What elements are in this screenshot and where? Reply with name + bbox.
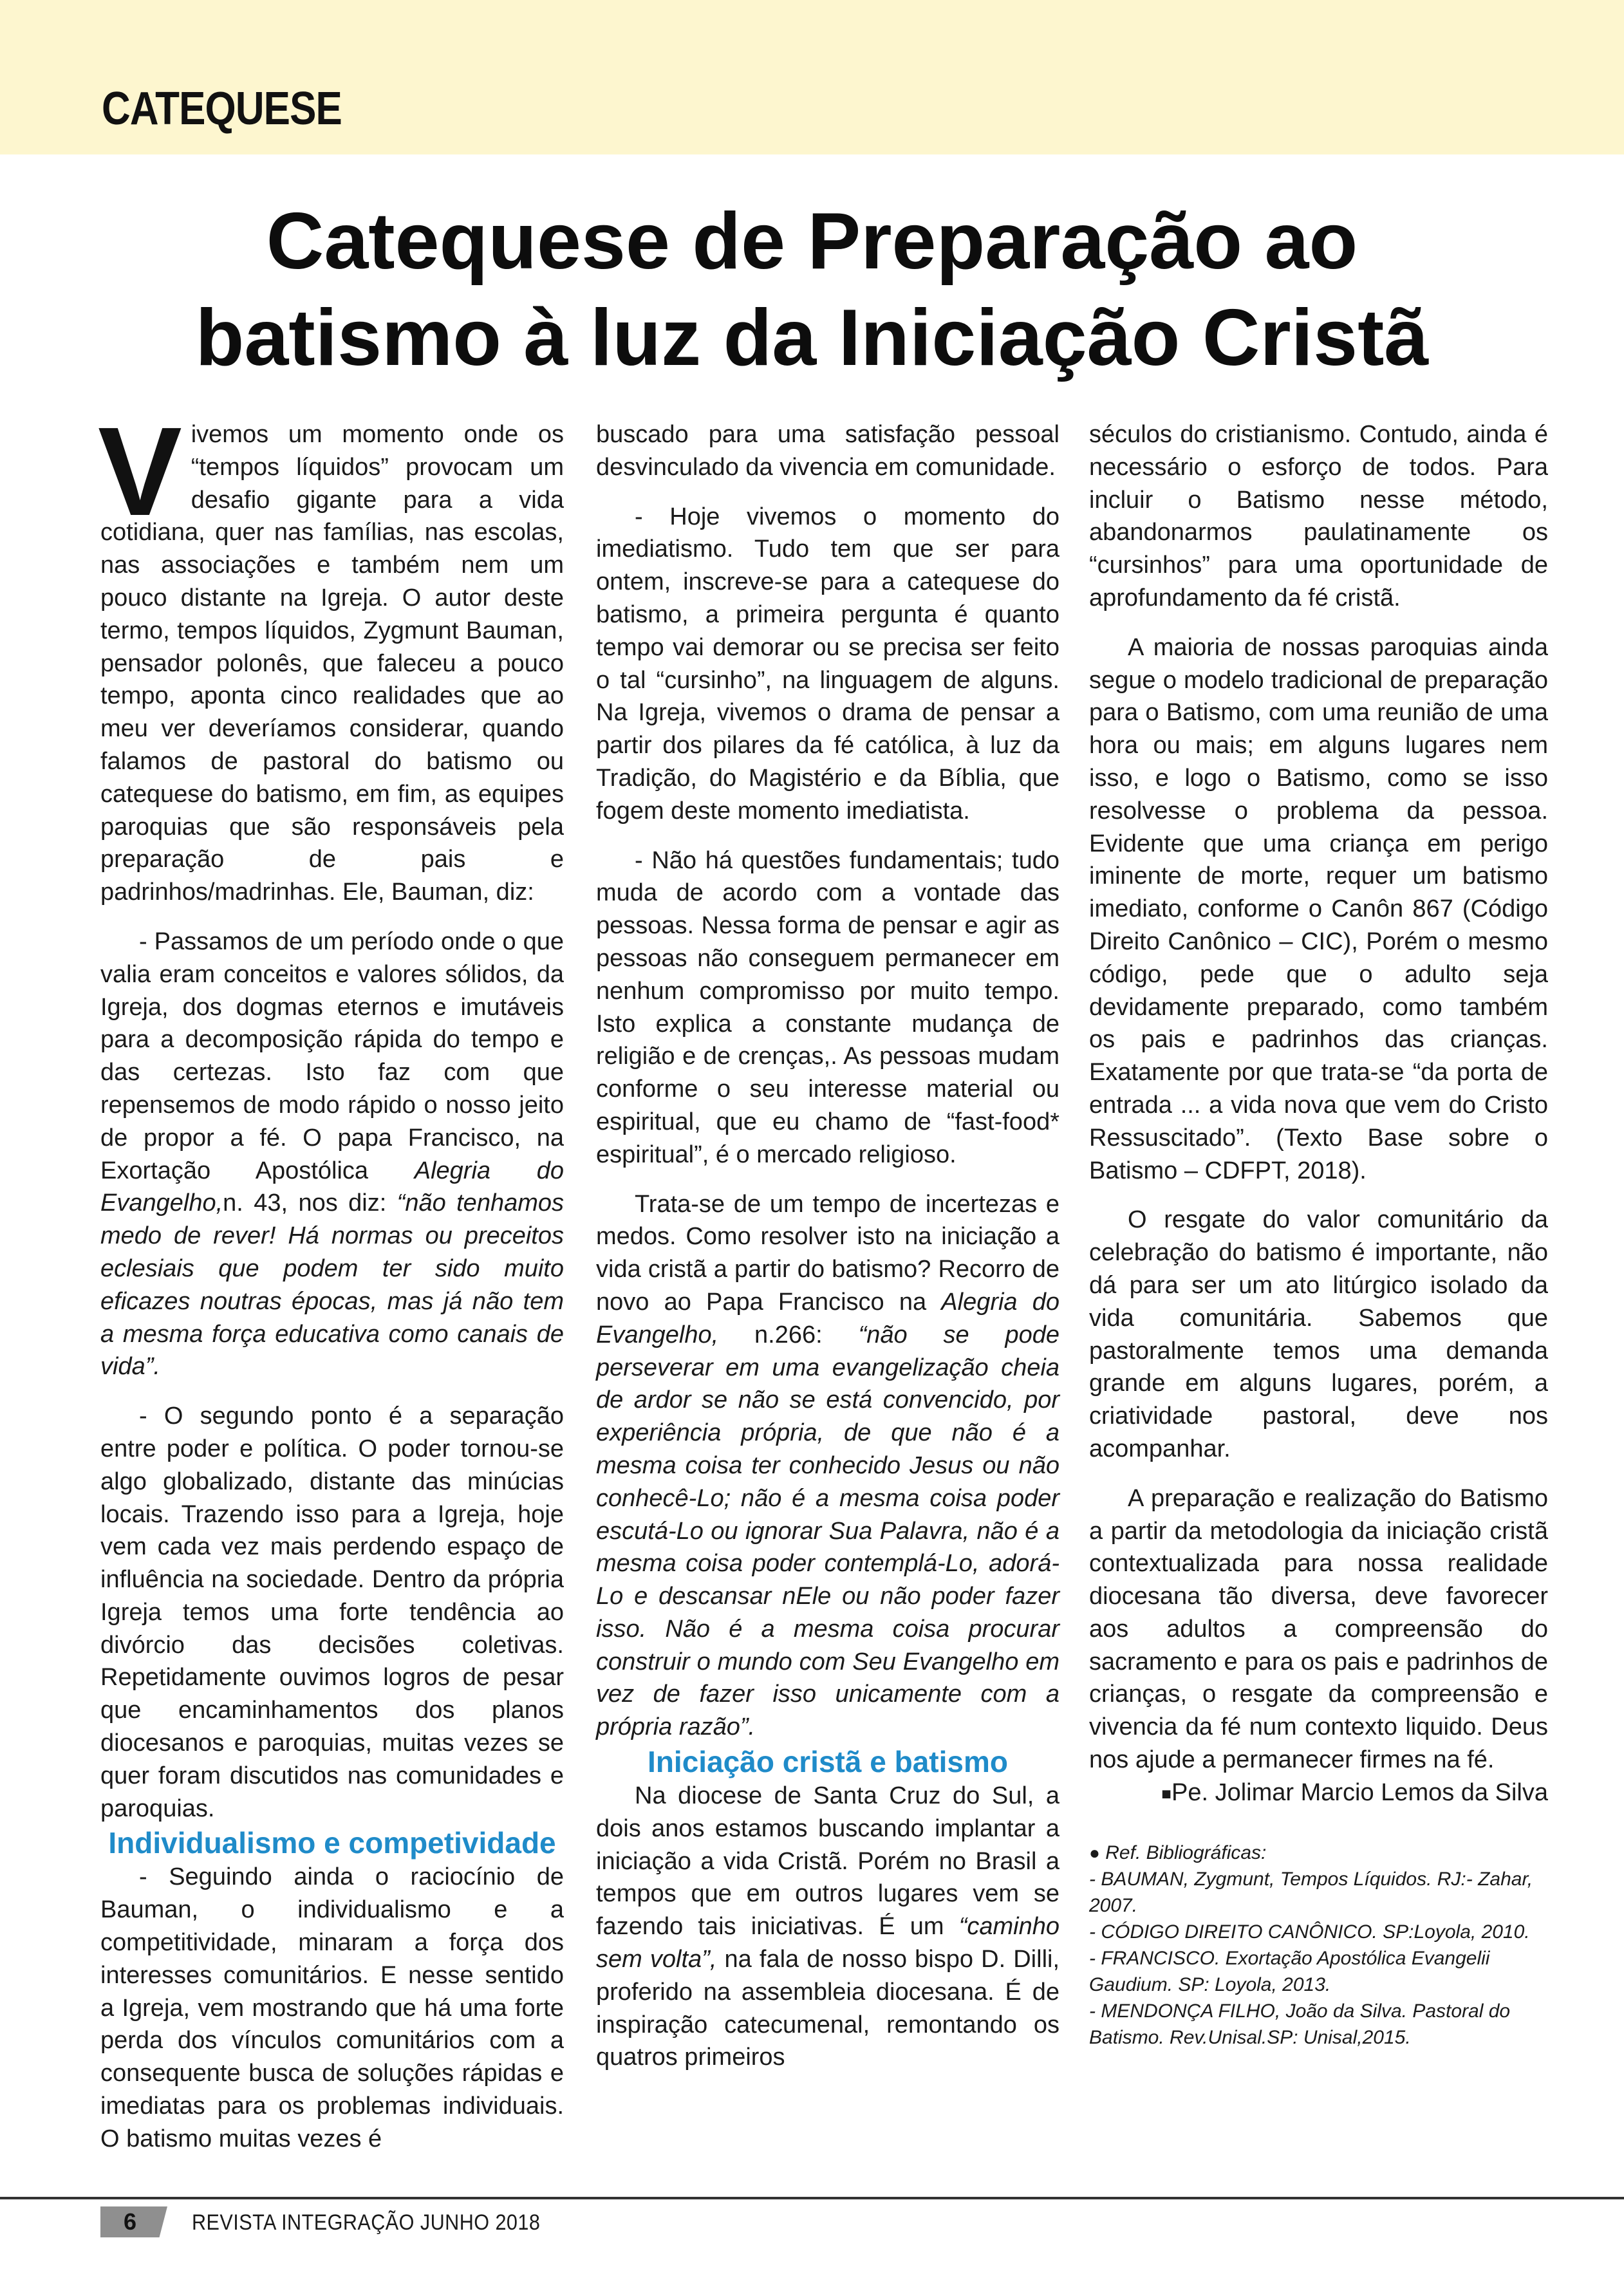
paragraph-text: Na diocese de Santa Cruz do Sul, a dois anos estamos buscando implantar a iniciação a vida Cristã. Porém no Brasil a tempos que em outros lugares vem se fazendo tais iniciativas. É um: [596, 1782, 1059, 1941]
paragraph: [98, 401, 564, 909]
reference-item: - FRANCISCO. Exortação Apostólica Evangelii Gaudium. SP: Loyola, 2013.: [1089, 1948, 1490, 1996]
book-title: Alegria do Evangelho,: [596, 1288, 1060, 1348]
paragraph: A preparação e realização do Batismo a partir da metodologia da iniciação cristã contextualizada para nossa realidade diocesana tão diversa, deve favorecer aos adultos a compreensão do sacramento e para os pais e padrinhos de crianças, o resgate da compreensão e vivencia da fé num contexto liquido. Deus nos ajude a permanecer firmes na fé.: [1089, 1484, 1548, 1774]
column-3: [1089, 418, 1548, 2051]
paragraph: [100, 926, 564, 1383]
citation: n. 43, nos diz:: [223, 1189, 387, 1217]
paragraph-text: na fala de nosso bispo D. Dilli, proferido na assembleia diocesana. É de inspiração catecumenal, remontando os quatros primeiros: [596, 1946, 1060, 2071]
article-title: [64, 193, 1560, 386]
reference-item: - CÓDIGO DIREITO CANÔNICO. SP:Loyola, 2010.: [1089, 1921, 1530, 1943]
quote: “caminho sem volta”,: [596, 1913, 1059, 1973]
paragraph: A maioria de nossas paroquias ainda segue o modelo tradicional de preparação para o Batismo, com uma reunião de uma hora ou mais; em alguns lugares nem isso, e logo o Batismo, como se isso resolvesse o problema da pessoa. Evidente que uma criança em perigo iminente de morte, requer um batismo imediato, conforme o Canôn 867 (Código Direito Canônico – CIC), Porém o mesmo código, pede que o adulto seja devidamente preparado, como também os pais e padrinhos das crianças. Exatamente por que trata-se “da porta de entrada ... a vida nova que vem do Cristo Ressuscitado”. (Texto Base sobre o Batismo – CDFPT, 2018).: [1089, 633, 1548, 1184]
quote: “não se pode perseverar em uma evangelização cheia de ardor se não se está convencido, por experiência própria, de que não é a mesma coisa ter conhecido Jesus ou não conhecê-Lo; não é a mesma coisa poder escutá-Lo ou ignorar Sua Palavra, não é a mesma coisa poder contemplá-Lo, adorá-Lo e descansar nEle ou não poder fazer isso. Não é a mesma coisa procurar construir o mundo com Seu Evangelho em vez de fazer isso unicamente com a própria razão”.: [596, 1321, 1060, 1741]
paragraph: - Seguindo ainda o raciocínio de Bauman, o individualismo e a competitividade, minaram a força dos interesses comunitários. E nesse sentido a Igreja, vem mostrando que há uma forte perda dos vínculos comunitários com a consequente busca de soluções rápidas e imediatas para os problemas individuais. O batismo muitas vezes é: [100, 1863, 564, 2152]
paragraph: - Não há questões fundamentais; tudo muda de acordo com a vontade das pessoas. Nessa forma de pensar e agir as pessoas não conseguem permanecer em nenhum compromisso por muito tempo. Isto explica a constante mudança de religião e de crenças,. As pessoas mudam conforme o seu interesse material ou espiritual, que eu chamo de “fast-food* espiritual”, é o mercado religioso.: [596, 846, 1059, 1168]
paragraph-text: - Passamos de um período onde o que valia eram conceitos e valores sólidos, da Igreja, dos dogmas eternos e imutáveis para a decomposição rápida do tempo e das certezas. Isto faz com que repensemos de modo rápido o nosso jeito de propor a fé. O papa Francisco, na Exortação Apostólica: [100, 928, 564, 1184]
references-heading: ● Ref. Bibliográficas:: [1089, 1842, 1267, 1864]
drop-cap: V: [98, 401, 182, 542]
column-2: [596, 418, 1059, 2074]
author-signature: [1089, 1777, 1548, 1810]
paragraph: séculos do cristianismo. Contudo, ainda é necessário o esforço de todos. Para incluir o Batismo nesse método, abandonarmos paulatinamente os “cursinhos” para uma oportunidade de aprofundamento da fé cristã.: [1089, 421, 1548, 611]
paragraph: - O segundo ponto é a separação entre poder e política. O poder tornou-se algo globalizado, distante das minúcias locais. Trazendo isso para a Igreja, hoje vem cada vez mais perdendo espaço de influência na sociedade. Dentro da própria Igreja temos uma forte tendência ao divórcio das decisões coletivas. Repetidamente ouvimos logros de pesar que encaminhamentos dos planos diocesanos e paroquias, muitas vezes se quer foram discutidos nas comunidades e paroquias.: [100, 1403, 564, 1822]
quote: “não tenhamos medo de rever! Há normas ou preceitos eclesiais que podem ter sido muito eficazes noutras épocas, mas já não tem a mesma força educativa como canais de vida”.: [100, 1189, 565, 1381]
footer-rule: [0, 2197, 1624, 2199]
column-1: [98, 401, 565, 2156]
paragraph-text: Trata-se de um tempo de incertezas e medos. Como resolver isto na iniciação a vida cristã a partir do batismo? Recorro de novo ao Papa Francisco na: [596, 1190, 1059, 1316]
subheading: Iniciação cristã e batismo: [648, 1745, 1008, 1779]
reference-item: - MENDONÇA FILHO, João da Silva. Pastoral do Batismo. Rev.Unisal.SP: Unisal,2015.: [1089, 2001, 1511, 2049]
citation: n.266:: [754, 1321, 823, 1348]
publication-name: REVISTA INTEGRAÇÃO JUNHO 2018: [192, 2210, 541, 2235]
title-line-2: batismo à luz da Iniciação Cristã: [195, 294, 1429, 382]
title-line-1: Catequese de Preparação ao: [266, 197, 1358, 286]
book-title: Alegria do Evangelho,: [100, 1157, 564, 1217]
author-name: Pe. Jolimar Marcio Lemos da Silva: [1171, 1778, 1548, 1806]
square-bullet-icon: ■: [1161, 1784, 1171, 1804]
paragraph-text: ivemos um momento onde os “tempos líquidos” provocam um desafio gigante para a vida cotidiana, quer nas famílias, nas escolas, nas associações e também nem um pouco distante na Igreja. O autor deste termo, tempos líquidos, Zygmunt Bauman, pensador polonês, que faleceu a pouco tempo, aponta cinco realidades que ao meu ver deveríamos considerar, quando falamos de pastoral do batismo ou catequese do batismo, em fim, as equipes paroquias que são responsáveis pela preparação de pais e padrinhos/madrinhas. Ele, Bauman, diz:: [100, 421, 564, 906]
paragraph: O resgate do valor comunitário da celebração do batismo é importante, não dá para ser um ato litúrgico isolado da vida comunitária. Sabemos que pastoralmente temos uma demanda grande em alguns lugares, porém, a criatividade pastoral, deve nos acompanhar.: [1089, 1206, 1548, 1462]
paragraph: - Hoje vivemos o momento do imediatismo. Tudo tem que ser para ontem, inscreve-se para a catequese do batismo, a primeira pergunta é quanto tempo vai demorar ou se precisa ser feito o tal “cursinho”, na linguagem de alguns. Na Igreja, vivemos o drama de pensar a partir dos pilares da fé católica, à luz da Tradição, do Magistério e da Bíblia, que fogem deste momento imediatista.: [596, 503, 1059, 825]
section-label: CATEQUESE: [102, 83, 342, 135]
references: [1089, 1840, 1548, 2051]
reference-item: - BAUMAN, Zygmunt, Tempos Líquidos. RJ:- Zahar, 2007.: [1089, 1869, 1533, 1917]
paragraph: [596, 1780, 1059, 2074]
bullet-icon: ●: [1089, 1843, 1100, 1863]
subheading: Individualismo e competividade: [108, 1826, 556, 1860]
page-number: 6: [123, 2208, 137, 2235]
paragraph: buscado para uma satisfação pessoal desvinculado da vivencia em comunidade.: [596, 421, 1059, 481]
paragraph: [596, 1188, 1059, 1744]
